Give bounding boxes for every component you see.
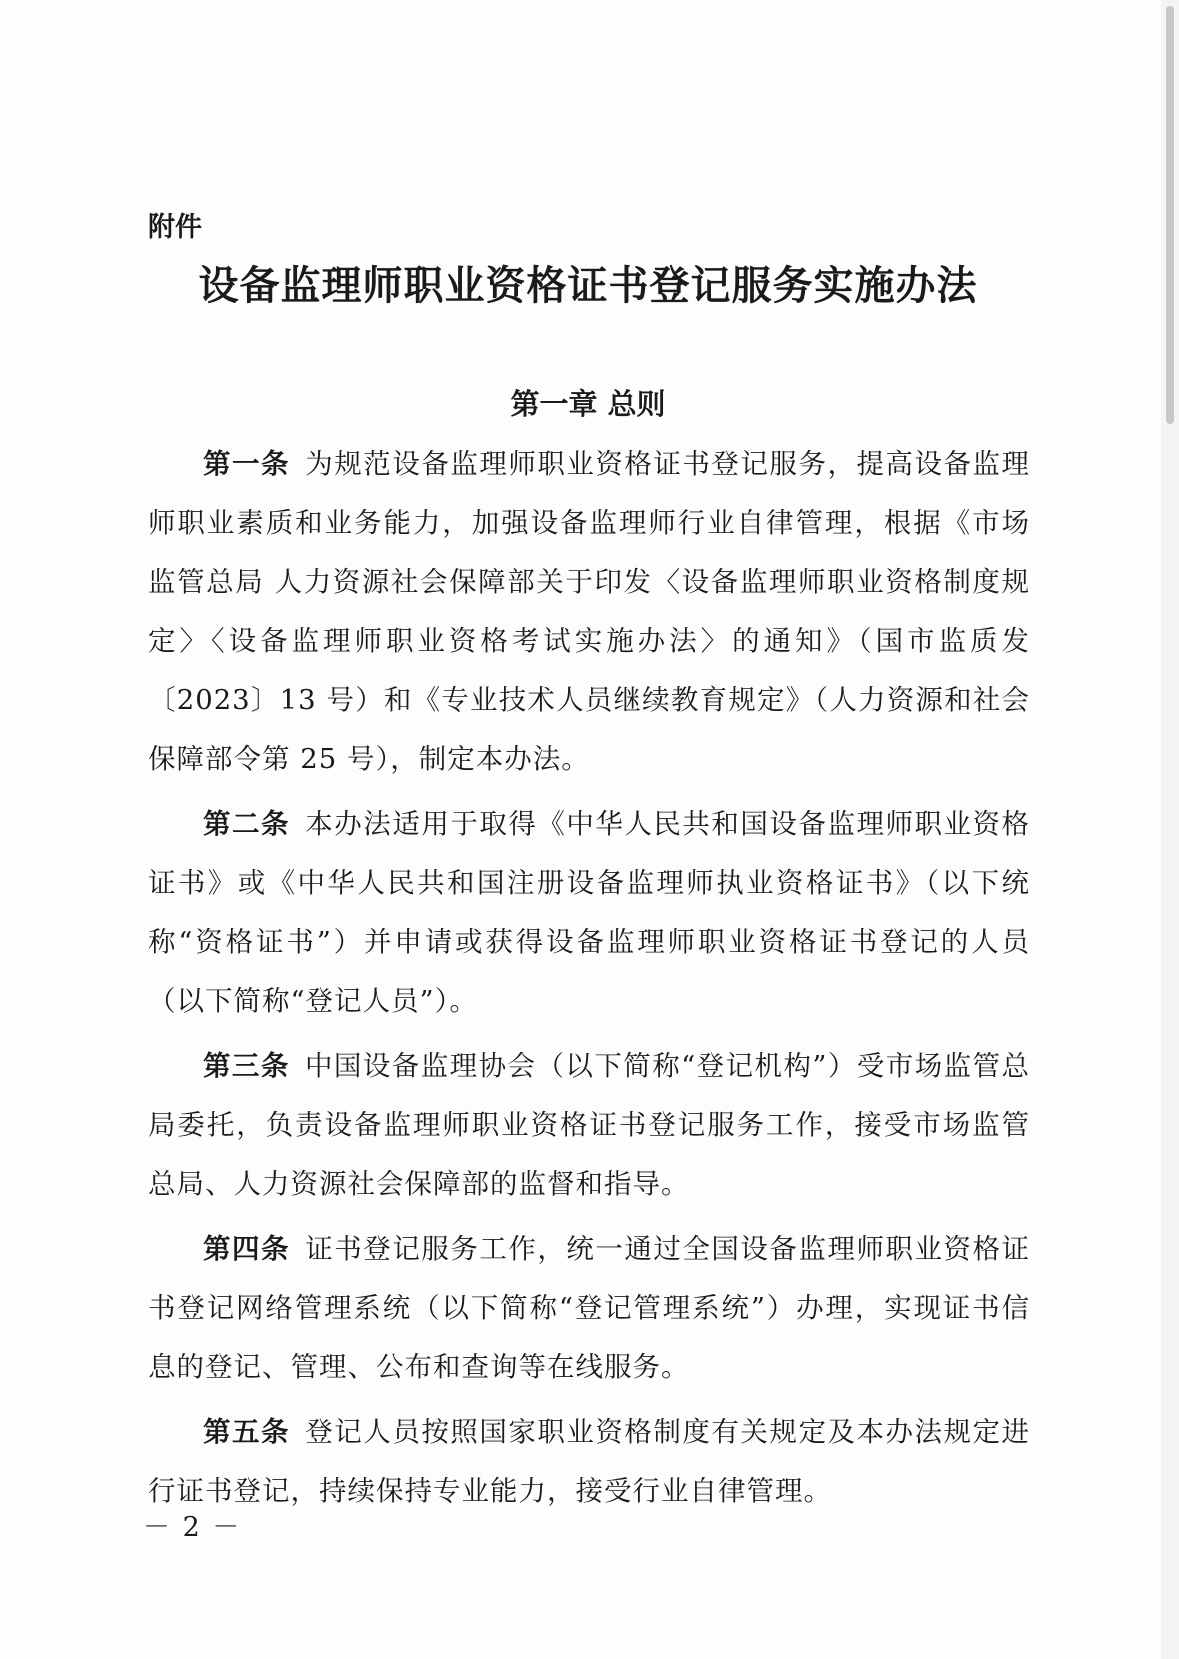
article-text: 本办法适用于取得《中华人民共和国设备监理师职业资格证书》或《中华人民共和国注册设备监理师执业资格证书》（以下统称“资格证书”）并申请或获得设备监理师职业资格证书登记的人员（以下简称“登记人员”）。 bbox=[148, 808, 1031, 1017]
chapter-title: 第一章 总则 bbox=[510, 387, 666, 421]
article-text: 为规范设备监理师职业资格证书登记服务，提高设备监理师职业素质和业务能力，加强设备监理师行业自律管理，根据《市场监管总局 人力资源社会保障部关于印发〈设备监理师职业资格制度规定〉〈设备监理师职业资格考试实施办法〉的通知》（国市监质发〔2023〕13 号）和《专业技术人员继续教育规定》（人力资源和社会保障部令第 25 号），制定本办法。 bbox=[148, 448, 1031, 775]
article-text: 登记人员按照国家职业资格制度有关规定及本办法规定进行证书登记，持续保持专业能力，接受行业自律管理。 bbox=[148, 1416, 1031, 1507]
article-5 bbox=[148, 1403, 1030, 1521]
article-4 bbox=[148, 1220, 1030, 1397]
scrollbar-thumb[interactable] bbox=[1166, 6, 1174, 424]
article-label: 第四条 bbox=[203, 1233, 291, 1265]
article-label: 第一条 bbox=[203, 448, 291, 480]
article-1 bbox=[148, 435, 1030, 789]
article-label: 第二条 bbox=[203, 808, 291, 840]
page-number: － 2 － bbox=[143, 1512, 242, 1543]
document-body bbox=[148, 435, 1030, 1521]
vertical-scrollbar[interactable] bbox=[1161, 0, 1179, 1659]
article-label: 第三条 bbox=[203, 1050, 290, 1082]
article-text: 中国设备监理协会（以下简称“登记机构”）受市场监管总局委托，负责设备监理师职业资格证书登记服务工作，接受市场监管总局、人力资源社会保障部的监督和指导。 bbox=[148, 1050, 1030, 1200]
article-2 bbox=[148, 795, 1030, 1031]
document-title: 设备监理师职业资格证书登记服务实施办法 bbox=[198, 262, 978, 309]
article-3 bbox=[148, 1037, 1030, 1214]
article-text: 证书登记服务工作，统一通过全国设备监理师职业资格证书登记网络管理系统（以下简称“登记管理系统”）办理，实现证书信息的登记、管理、公布和查询等在线服务。 bbox=[148, 1233, 1031, 1383]
attachment-label: 附件 bbox=[148, 212, 202, 243]
article-label: 第五条 bbox=[203, 1416, 291, 1448]
